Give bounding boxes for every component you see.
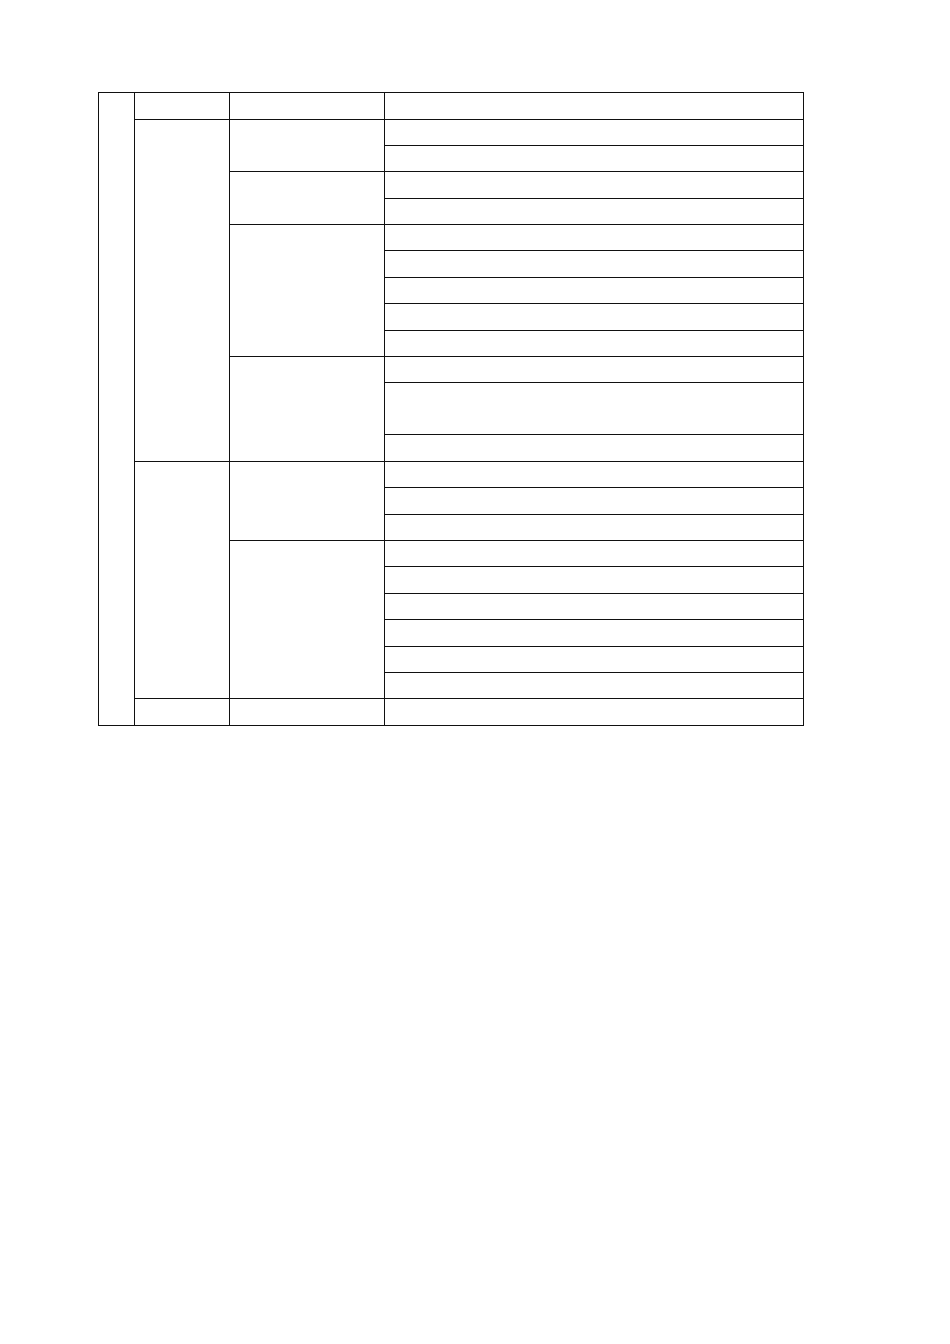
standard-cell (385, 672, 804, 698)
group-cell (135, 699, 230, 725)
assessment-standards-table (98, 92, 804, 726)
standard-cell (385, 277, 804, 303)
item-cell (230, 172, 385, 225)
item-cell (230, 93, 385, 120)
item-cell (230, 119, 385, 172)
group-cell (135, 93, 230, 120)
standard-cell (385, 514, 804, 540)
standard-cell (385, 357, 804, 383)
standard-cell (385, 145, 804, 171)
table-row (99, 119, 804, 145)
item-cell (230, 540, 385, 698)
standard-cell (385, 461, 804, 487)
table-row (99, 93, 804, 120)
standard-cell (385, 488, 804, 514)
group-cell (135, 119, 230, 461)
item-cell (230, 225, 385, 357)
standard-cell (385, 383, 804, 435)
standard-cell (385, 567, 804, 593)
item-cell (230, 357, 385, 462)
item-cell (230, 461, 385, 540)
standard-cell (385, 699, 804, 725)
standard-cell (385, 172, 804, 198)
standard-cell (385, 330, 804, 356)
standard-cell (385, 593, 804, 619)
standard-cell (385, 304, 804, 330)
item-cell (230, 699, 385, 725)
standard-cell (385, 620, 804, 646)
group-cell (135, 461, 230, 699)
standard-cell (385, 119, 804, 145)
standard-cell (385, 225, 804, 251)
table-row (99, 461, 804, 487)
standard-cell (385, 646, 804, 672)
table-body (99, 93, 804, 726)
standard-cell (385, 540, 804, 566)
standard-cell (385, 198, 804, 224)
standard-cell (385, 251, 804, 277)
section-cell (99, 93, 135, 726)
table-row (99, 699, 804, 725)
standard-cell (385, 435, 804, 461)
standard-cell (385, 93, 804, 120)
